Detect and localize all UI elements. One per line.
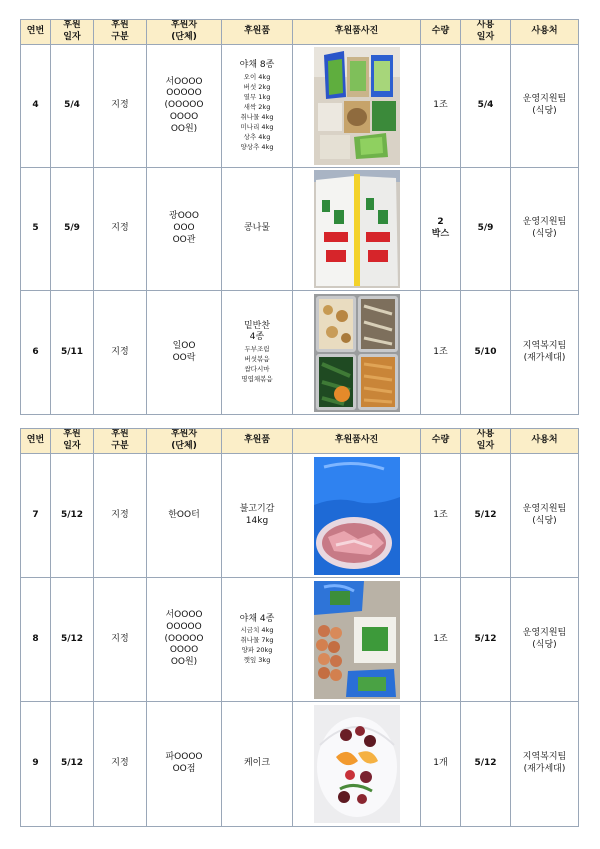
row-qty: 1조 <box>421 454 461 578</box>
row-date: 5/12 <box>51 454 94 578</box>
header-user: 사용처 <box>511 429 579 454</box>
row-item: 콩나물 <box>222 168 293 291</box>
header-use-date: 사용 일자 <box>461 429 511 454</box>
row-type: 지정 <box>94 702 147 827</box>
row-no: 7 <box>21 454 51 578</box>
row-user: 지역복지팀 (재가세대) <box>511 291 579 415</box>
row-date: 5/4 <box>51 45 94 168</box>
row-item: 밑반찬 4종 두부조림 버섯볶음 쌈다시마 명엽채볶음 <box>222 291 293 415</box>
header-photo: 후원품사진 <box>293 20 421 45</box>
header-qty: 수량 <box>421 429 461 454</box>
header-use-date: 사용 일자 <box>461 20 511 45</box>
row-user: 운영지원팀 (식당) <box>511 454 579 578</box>
row-qty: 1조 <box>421 45 461 168</box>
row-use-date: 5/12 <box>461 454 511 578</box>
row-photo <box>293 168 421 291</box>
row-type: 지정 <box>94 578 147 702</box>
header-date: 후원 일자 <box>51 20 94 45</box>
row-photo <box>293 454 421 578</box>
row-user: 운영지원팀 (식당) <box>511 45 579 168</box>
row-use-date: 5/12 <box>461 702 511 827</box>
donation-table-2 <box>20 428 579 827</box>
table-row <box>21 45 579 168</box>
header-photo: 후원품사진 <box>293 429 421 454</box>
row-date: 5/11 <box>51 291 94 415</box>
row-user: 운영지원팀 (식당) <box>511 168 579 291</box>
row-use-date: 5/4 <box>461 45 511 168</box>
row-photo <box>293 45 421 168</box>
row-no: 8 <box>21 578 51 702</box>
row-donor: 광OOO OOO OO관 <box>147 168 222 291</box>
side-dishes-photo <box>314 294 400 412</box>
header-donor: 후원자 (단체) <box>147 429 222 454</box>
row-donor: 파OOOO OO점 <box>147 702 222 827</box>
row-no: 4 <box>21 45 51 168</box>
row-use-date: 5/10 <box>461 291 511 415</box>
row-qty: 2 박스 <box>421 168 461 291</box>
row-use-date: 5/12 <box>461 578 511 702</box>
row-date: 5/9 <box>51 168 94 291</box>
row-date: 5/12 <box>51 578 94 702</box>
row-no: 6 <box>21 291 51 415</box>
row-photo <box>293 291 421 415</box>
row-item: 불고기감 14kg <box>222 454 293 578</box>
row-type: 지정 <box>94 454 147 578</box>
table-row <box>21 168 579 291</box>
row-user: 지역복지팀 (재가세대) <box>511 702 579 827</box>
table-row <box>21 454 579 578</box>
header-item: 후원품 <box>222 20 293 45</box>
table-row <box>21 291 579 415</box>
header-type: 후원 구분 <box>94 429 147 454</box>
header-no: 연번 <box>21 20 51 45</box>
vegetables-onions-photo <box>314 581 400 699</box>
row-photo <box>293 702 421 827</box>
cake-photo <box>314 705 400 823</box>
table-header-row <box>21 429 579 454</box>
row-qty: 1조 <box>421 291 461 415</box>
row-type: 지정 <box>94 291 147 415</box>
row-user: 운영지원팀 (식당) <box>511 578 579 702</box>
row-donor: 서OOOO OOOOO (OOOOO OOOO OO원) <box>147 45 222 168</box>
bulgogi-meat-photo <box>314 457 400 575</box>
bean-sprout-boxes-photo <box>314 170 400 288</box>
table-row <box>21 702 579 827</box>
header-qty: 수량 <box>421 20 461 45</box>
row-donor: 서OOOO OOOOO (OOOOO OOOO OO원) <box>147 578 222 702</box>
row-item: 케이크 <box>222 702 293 827</box>
row-no: 5 <box>21 168 51 291</box>
table-row <box>21 578 579 702</box>
donation-table-1 <box>20 19 579 415</box>
header-donor: 후원자 (단체) <box>147 20 222 45</box>
row-no: 9 <box>21 702 51 827</box>
row-type: 지정 <box>94 45 147 168</box>
row-qty: 1조 <box>421 578 461 702</box>
header-no: 연번 <box>21 429 51 454</box>
row-item: 야채 8종 오이 4kg 버섯 2kg 열무 1kg 새싹 2kg 취나물 4kg 미나리 4kg 상추 4kg 양상추 4kg <box>222 45 293 168</box>
header-user: 사용처 <box>511 20 579 45</box>
row-use-date: 5/9 <box>461 168 511 291</box>
row-item: 야채 4종 시금치 4kg 취나물 7kg 양파 20kg 깻잎 3kg <box>222 578 293 702</box>
header-type: 후원 구분 <box>94 20 147 45</box>
row-donor: 일OO OO락 <box>147 291 222 415</box>
row-date: 5/12 <box>51 702 94 827</box>
row-donor: 한OO터 <box>147 454 222 578</box>
vegetable-boxes-photo <box>314 47 400 165</box>
row-qty: 1개 <box>421 702 461 827</box>
row-photo <box>293 578 421 702</box>
header-date: 후원 일자 <box>51 429 94 454</box>
header-item: 후원품 <box>222 429 293 454</box>
table-header-row <box>21 20 579 45</box>
row-type: 지정 <box>94 168 147 291</box>
